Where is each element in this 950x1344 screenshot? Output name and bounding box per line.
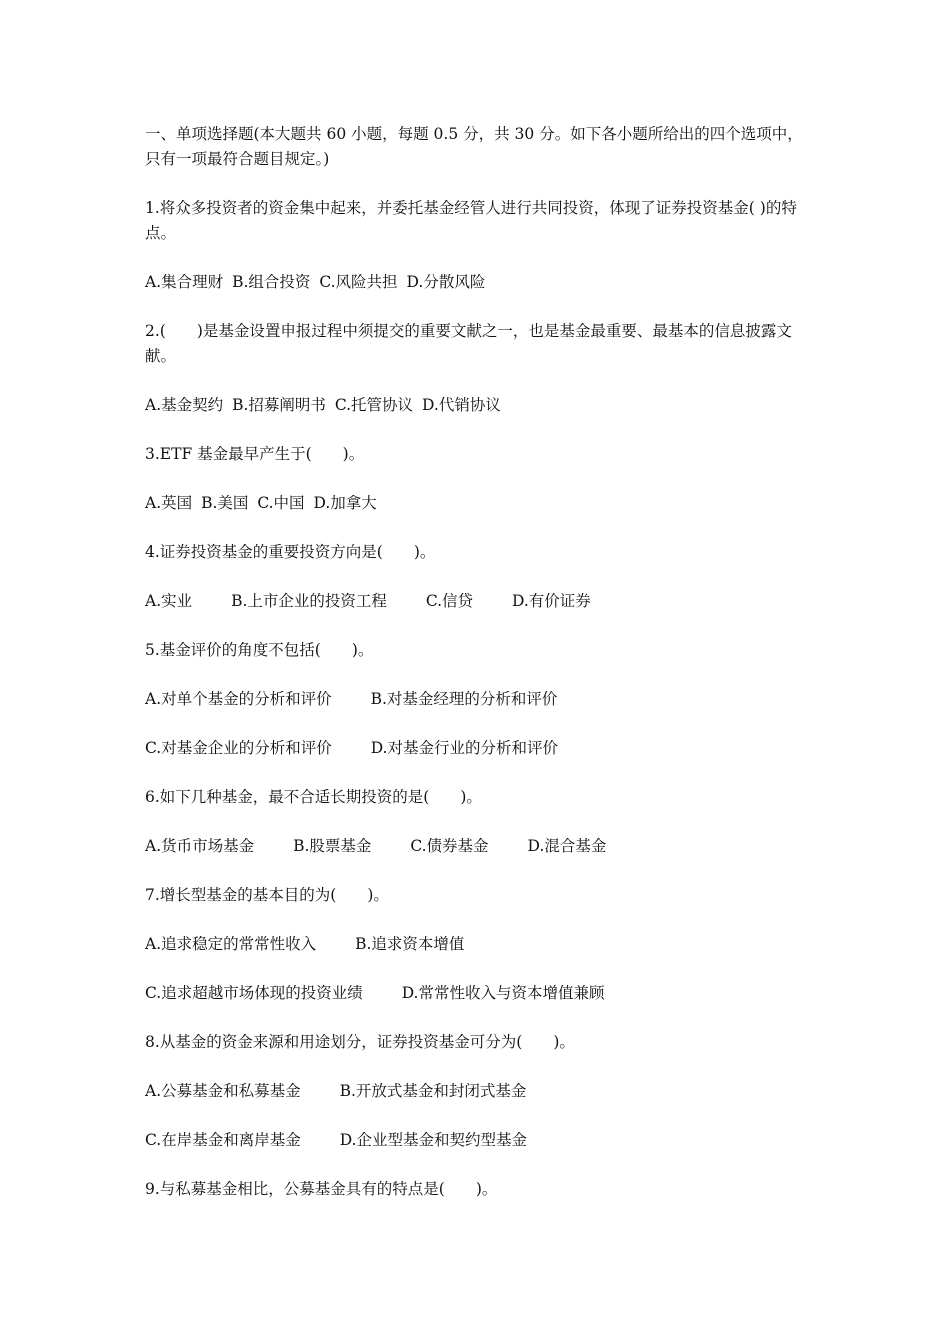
option-b: B.招募阐明书 xyxy=(232,396,326,414)
question-4-stem: 4.证券投资基金的重要投资方向是( )。 xyxy=(145,543,436,561)
question-7-stem: 7.增长型基金的基本目的为( )。 xyxy=(145,886,389,904)
option-a: A.英国 xyxy=(145,494,193,512)
option-d: D.代销协议 xyxy=(422,396,501,414)
option-c: C.风险共担 xyxy=(319,273,398,291)
option-c: C.中国 xyxy=(257,494,305,512)
option-d: D.加拿大 xyxy=(313,494,377,512)
question-7-options-row-1 xyxy=(145,932,810,957)
question-8-options-row-1 xyxy=(145,1079,810,1104)
option-a: A.基金契约 xyxy=(145,396,224,414)
question-8-options-row-2 xyxy=(145,1128,810,1153)
question-8-stem: 8.从基金的资金来源和用途划分，证券投资基金可分为( )。 xyxy=(145,1033,575,1051)
option-b: B.追求资本增值 xyxy=(355,935,465,953)
option-c: C.托管协议 xyxy=(334,396,414,414)
question-6-options xyxy=(145,834,810,859)
question-1-options xyxy=(145,270,810,295)
question-5-options-row-2 xyxy=(145,736,810,761)
option-c: C.对基金企业的分析和评价 xyxy=(145,739,332,757)
option-a: A.集合理财 xyxy=(145,273,224,291)
option-b: B.美国 xyxy=(201,494,249,512)
question-7-options-row-2 xyxy=(145,981,810,1006)
option-c: C.债券基金 xyxy=(410,837,489,855)
exam-page xyxy=(145,122,810,1226)
question-3-options xyxy=(145,491,810,516)
option-d: D.对基金行业的分析和评价 xyxy=(370,739,558,757)
section-heading: 一、单项选择题(本大题共 60 小题，每题 0.5 分，共 30 分。如下各小题所给出的四个选项中，只有一项最符合题目规定。) xyxy=(145,125,803,168)
question-6-stem: 6.如下几种基金，最不合适长期投资的是( )。 xyxy=(145,788,482,806)
question-3-stem: 3.ETF 基金最早产生于( )。 xyxy=(145,445,365,463)
option-d: D.常常性收入与资本增值兼顾 xyxy=(401,984,605,1002)
question-4-options xyxy=(145,589,810,614)
option-a: A.货币市场基金 xyxy=(145,837,255,855)
option-c: C.在岸基金和离岸基金 xyxy=(145,1131,301,1149)
option-b: B.对基金经理的分析和评价 xyxy=(370,690,558,708)
question-1-stem: 1.将众多投资者的资金集中起来，并委托基金经管人进行共同投资，体现了证券投资基金( )的特点。 xyxy=(145,199,797,242)
option-c: C.追求超越市场体现的投资业绩 xyxy=(145,984,363,1002)
option-a: A.实业 xyxy=(145,592,193,610)
option-a: A.公募基金和私募基金 xyxy=(145,1082,301,1100)
option-a: A.对单个基金的分析和评价 xyxy=(145,690,332,708)
option-a: A.追求稳定的常常性收入 xyxy=(145,935,317,953)
question-9-stem: 9.与私募基金相比，公募基金具有的特点是( )。 xyxy=(145,1180,498,1198)
option-d: D.有价证券 xyxy=(512,592,591,610)
question-2-stem: 2.( )是基金设置申报过程中须提交的重要文献之一，也是基金最重要、最基本的信息披露文献。 xyxy=(145,322,792,365)
option-d: D.分散风险 xyxy=(406,273,486,291)
option-b: B.开放式基金和封闭式基金 xyxy=(339,1082,527,1100)
question-5-options-row-1 xyxy=(145,687,810,712)
option-c: C.信贷 xyxy=(425,592,474,610)
option-d: D.企业型基金和契约型基金 xyxy=(339,1131,527,1149)
question-5-stem: 5.基金评价的角度不包括( )。 xyxy=(145,641,374,659)
option-d: D.混合基金 xyxy=(527,837,607,855)
question-2-options xyxy=(145,393,810,418)
option-b: B.组合投资 xyxy=(232,273,311,291)
option-b: B.股票基金 xyxy=(293,837,372,855)
option-b: B.上市企业的投资工程 xyxy=(231,592,387,610)
